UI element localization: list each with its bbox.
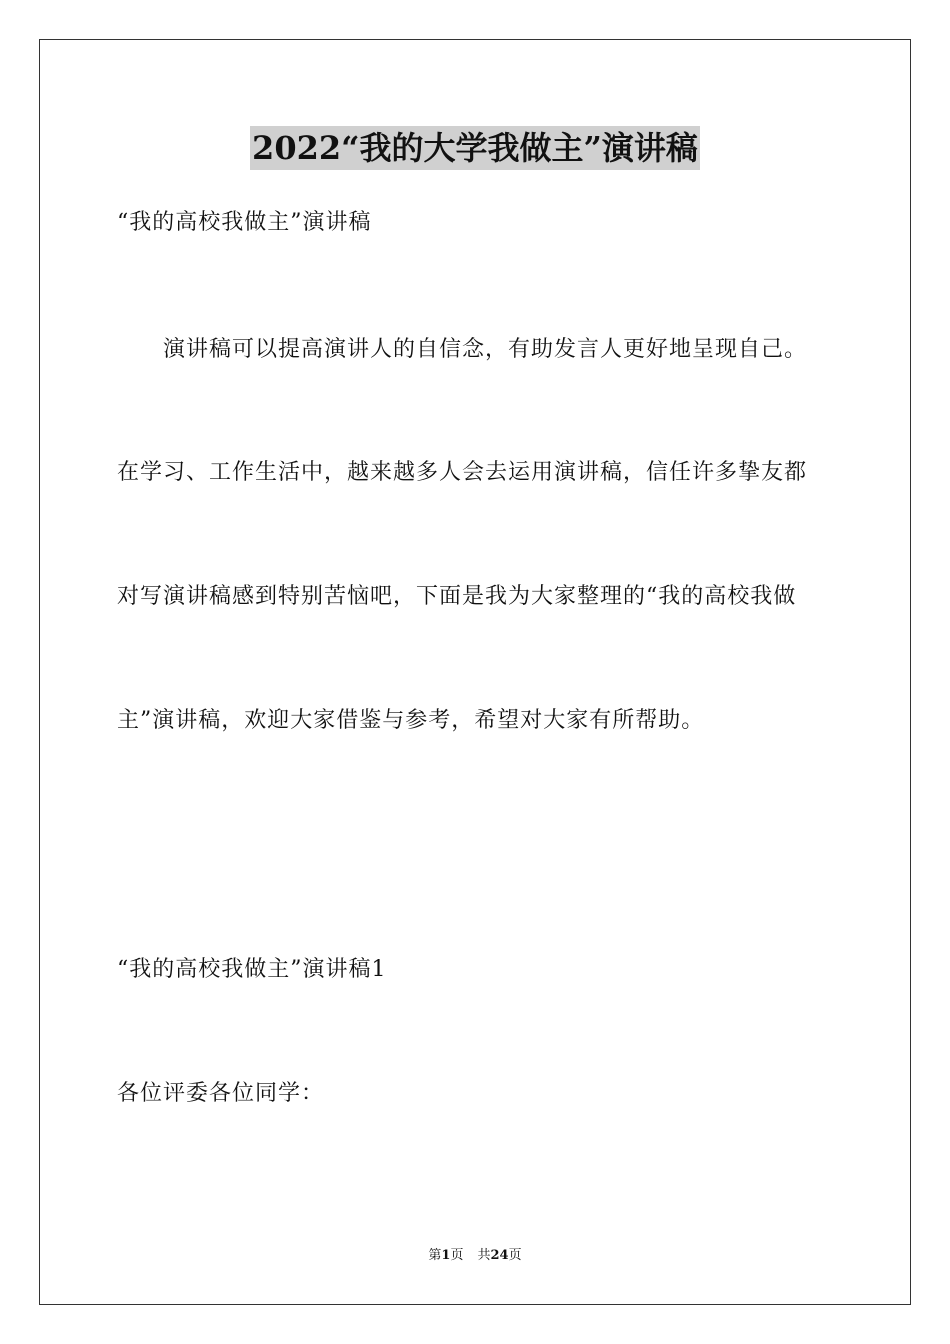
paragraph-line: 在学习、工作生活中，越来越多人会去运用演讲稿，信任许多挚友都: [117, 460, 808, 485]
page-suffix: 页: [450, 1248, 464, 1263]
section-heading: “我的高校我做主”演讲稿1: [117, 957, 387, 982]
subtitle-line: “我的高校我做主”演讲稿: [117, 210, 372, 235]
paragraph-line: 主”演讲稿，欢迎大家借鉴与参考，希望对大家有所帮助。: [117, 708, 705, 733]
total-suffix: 页: [508, 1248, 522, 1263]
salutation-line: 各位评委各位同学：: [117, 1081, 325, 1106]
page-footer: [0, 1246, 950, 1266]
page-number: 1: [441, 1248, 451, 1263]
total-pages: 24: [490, 1248, 509, 1263]
total-prefix: 共: [477, 1248, 491, 1263]
paragraph-line: 对写演讲稿感到特别苦恼吧，下面是我为大家整理的“我的高校我做: [117, 584, 797, 609]
document-title-text: 2022“我的大学我做主”演讲稿: [250, 126, 700, 170]
document-title: [0, 126, 950, 170]
paragraph-line: 演讲稿可以提高演讲人的自信念，有助发言人更好地呈现自己。: [163, 337, 808, 362]
page-prefix: 第: [428, 1248, 442, 1263]
